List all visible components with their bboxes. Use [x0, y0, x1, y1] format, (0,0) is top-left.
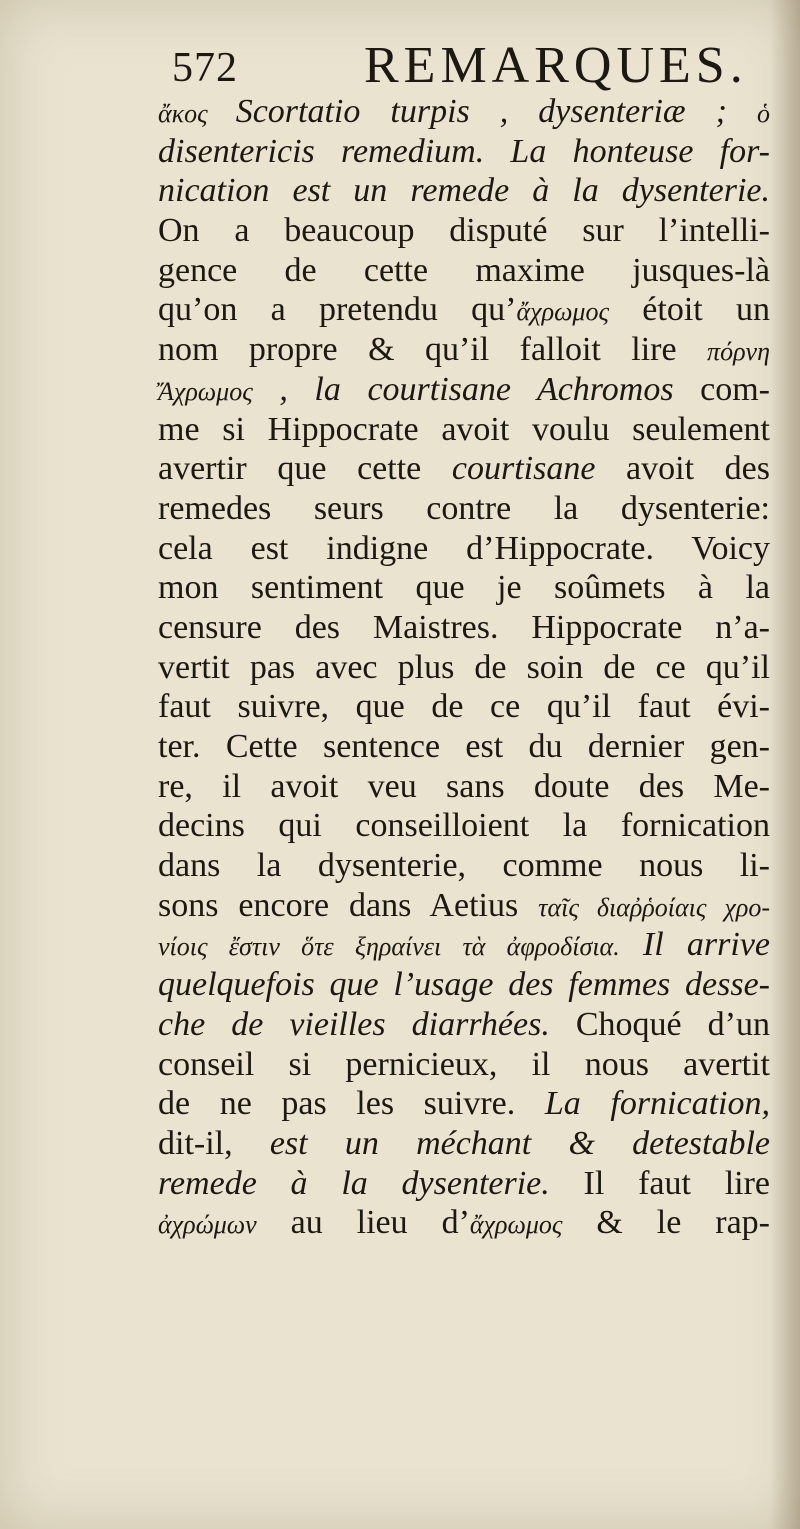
roman-text: conseil si pernicieux, il nous avertit	[158, 1045, 770, 1083]
italic-text: remede à la dysenterie.	[158, 1164, 550, 1202]
text-line	[158, 965, 770, 1005]
roman-text: avertir que cette	[158, 450, 452, 488]
text-line	[158, 846, 770, 886]
greek-text: νίοις ἔστιν ὅτε ξηραίνει τὰ ἀφροδίσια.	[158, 932, 620, 962]
italic-text: che de vieilles diarrhées.	[158, 1005, 550, 1043]
text-line	[158, 410, 770, 450]
text-line	[158, 290, 770, 330]
text-line	[158, 171, 770, 211]
greek-text: ἀχρώμων	[158, 1210, 257, 1240]
roman-text: On a beaucoup disputé sur l’intelli-	[158, 212, 770, 250]
roman-text: me si Hippocrate avoit voulu seulement	[158, 410, 770, 448]
italic-text: Scortatio turpis , dysenteriæ ;	[235, 93, 757, 130]
greek-text: ἄκος	[158, 99, 236, 128]
italic-text: La fornication,	[544, 1085, 770, 1123]
roman-text: sons encore dans Aetius	[158, 886, 539, 924]
text-line	[158, 529, 770, 569]
roman-text: remedes seurs contre la dysenterie:	[158, 489, 770, 527]
italic-text: , la courtisane Achromos	[252, 370, 674, 408]
roman-text: Il faut lire	[549, 1164, 770, 1202]
roman-text: Choqué d’un	[549, 1005, 771, 1043]
roman-text: com-	[673, 370, 770, 408]
roman-text: de ne pas les suivre.	[158, 1085, 545, 1123]
roman-text: étoit un	[609, 291, 770, 329]
roman-text: au lieu d’	[256, 1204, 470, 1242]
italic-text: quelquefois que l’usage des femmes desse-	[158, 966, 770, 1004]
text-line	[158, 370, 770, 410]
roman-text: dans la dysenterie, comme nous li-	[158, 847, 770, 885]
italic-text: Il arrive	[619, 926, 771, 964]
text-line	[158, 1124, 770, 1164]
roman-text: & le rap-	[562, 1204, 771, 1242]
roman-text: nom propre & qu’il falloit lire	[158, 331, 708, 369]
text-line	[158, 449, 770, 489]
roman-text: decins qui conseilloient la fornication	[158, 807, 770, 845]
greek-text: Ἄχρωμος	[158, 376, 253, 406]
roman-text: re, il avoit veu sans doute des Me-	[158, 767, 770, 805]
text-line	[158, 925, 770, 965]
text-line	[158, 251, 770, 291]
text-line	[158, 1164, 770, 1204]
text-line	[158, 1045, 770, 1085]
roman-text: ter. Cette sentence est du dernier gen-	[158, 728, 770, 765]
text-line	[158, 568, 770, 608]
text-line	[158, 767, 770, 807]
roman-text: cela est indigne d’Hippocrate. Voicy	[158, 529, 770, 567]
italic-text: nication est un remede à la dysenterie.	[158, 172, 770, 210]
text-line	[158, 886, 770, 926]
page-number: 572	[172, 45, 238, 91]
roman-text: gence de cette maxime jusques-là	[158, 251, 770, 289]
text-line	[158, 132, 770, 172]
text-line	[158, 687, 770, 727]
text-line	[158, 92, 770, 132]
greek-text: ὁ	[756, 99, 770, 128]
text-line	[158, 608, 770, 648]
running-head: REMARQUES.	[364, 37, 748, 94]
italic-text: est un méchant & detestable	[269, 1124, 770, 1162]
roman-text: mon sentiment que je soûmets à la	[158, 569, 770, 607]
roman-text: qu’on a pretendu qu’	[158, 291, 517, 329]
body-text	[158, 92, 770, 1243]
page-gutter-shadow	[770, 0, 800, 1529]
text-line	[158, 1203, 770, 1243]
text-line	[158, 330, 770, 370]
greek-text: ταῖς διαῤῥοίαις χρο-	[538, 892, 770, 922]
text-line	[158, 727, 770, 767]
roman-text: censure des Maistres. Hippocrate n’a-	[158, 608, 770, 646]
text-line	[158, 806, 770, 846]
roman-text: avoit des	[595, 450, 770, 488]
text-line	[158, 489, 770, 529]
page-header	[172, 34, 792, 94]
greek-text: ἄχρωμος	[469, 1210, 563, 1240]
text-line	[158, 1084, 770, 1124]
italic-text: disentericis remedium. La honteuse for-	[158, 132, 770, 170]
text-line	[158, 1005, 770, 1045]
italic-text: courtisane	[451, 450, 596, 488]
text-line	[158, 211, 770, 251]
roman-text: vertit pas avec plus de soin de ce qu’il	[158, 648, 770, 686]
greek-text: ἄχρωμος	[516, 297, 610, 327]
greek-text: πόρνη	[707, 337, 770, 367]
text-line	[158, 648, 770, 688]
roman-text: dit-il,	[158, 1124, 270, 1162]
roman-text: faut suivre, que de ce qu’il faut évi-	[158, 688, 770, 726]
